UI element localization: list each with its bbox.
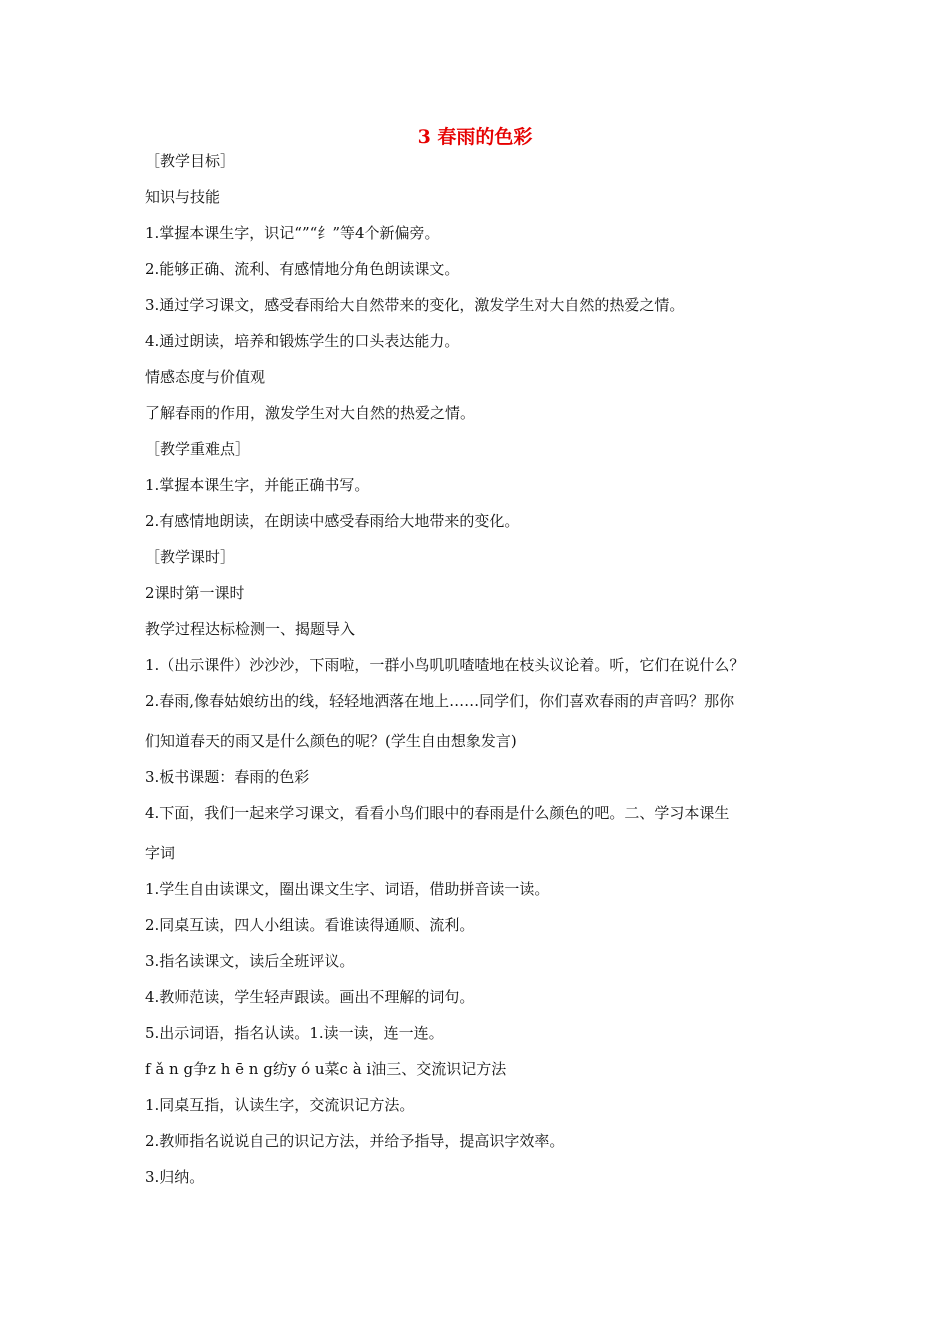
text-line: 4.下面，我们一起来学习课文，看看小鸟们眼中的春雨是什么颜色的吧。二、学习本课生	[145, 804, 730, 822]
section-heading: ［教学课时］	[145, 548, 236, 566]
text-line: 了解春雨的作用，激发学生对大自然的热爱之情。	[145, 404, 476, 422]
text-line: 2.能够正确、流利、有感情地分角色朗读课文。	[145, 260, 460, 278]
text-line: 3.指名读课文，读后全班评议。	[145, 952, 355, 970]
text-line: 1.（出示课件）沙沙沙，下雨啦，一群小鸟叽叽喳喳地在枝头议论着。听，它们在说什么？	[145, 656, 745, 674]
text-line: 1.掌握本课生字，识记“”“纟”等4个新偏旁。	[145, 224, 440, 242]
text-line: 2.同桌互读，四人小组读。看谁读得通顺、流利。	[145, 916, 475, 934]
subsection-heading: 知识与技能	[145, 188, 221, 206]
subsection-heading: 情感态度与价值观	[145, 368, 266, 386]
text-line: 4.通过朗读，培养和锻炼学生的口头表达能力。	[145, 332, 460, 350]
document-body	[145, 150, 815, 1188]
text-line: 2.春雨,像春姑娘纺出的线，轻轻地洒落在地上……同学们，你们喜欢春雨的声音吗？那你	[145, 692, 735, 710]
text-line: 3.通过学习课文，感受春雨给大自然带来的变化，激发学生对大自然的热爱之情。	[145, 296, 685, 314]
text-line: 1.学生自由读课文，圈出课文生字、词语，借助拼音读一读。	[145, 880, 550, 898]
text-line: 1.同桌互指，认读生字，交流识记方法。	[145, 1096, 415, 1114]
text-line: 2.有感情地朗读，在朗读中感受春雨给大地带来的变化。	[145, 512, 520, 530]
text-line: 字词	[145, 844, 176, 862]
document-title: 3 春雨的色彩	[417, 126, 533, 148]
text-line: 3.板书课题：春雨的色彩	[145, 768, 310, 786]
text-line: 2课时第一课时	[145, 584, 245, 602]
text-line: 教学过程达标检测一、揭题导入	[145, 620, 356, 638]
text-line: 1.掌握本课生字，并能正确书写。	[145, 476, 370, 494]
text-line: 4.教师范读，学生轻声跟读。画出不理解的词句。	[145, 988, 475, 1006]
section-heading: ［教学重难点］	[145, 440, 251, 458]
text-line: 们知道春天的雨又是什么颜色的呢？(学生自由想象发言)	[145, 732, 517, 750]
text-line: 5.出示词语，指名认读。1.读一读，连一连。	[145, 1024, 444, 1042]
section-heading: ［教学目标］	[145, 152, 236, 170]
text-line: 2.教师指名说说自己的识记方法，并给予指导，提高识字效率。	[145, 1132, 565, 1150]
text-line: 3.归纳。	[145, 1168, 205, 1186]
pinyin-line: f ǎ n g争z h ē n g纺y ó u菜c à i油三、交流识记方法	[145, 1060, 507, 1078]
